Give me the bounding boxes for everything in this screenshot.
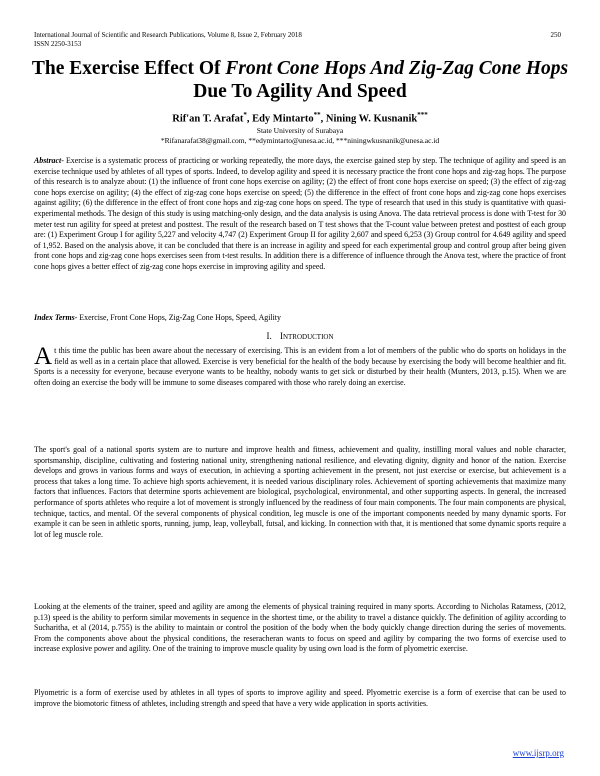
- paragraph-2: The sport's goal of a national sports system are to nurture and improve health and fitness, achievement and quality, instilling moral values and noble character, sportsmanship, discipline, cultivating and fostering national unity, strengthening national resilience, and elevating dignity, dignity and honor of the nation. Exercise develops and grows in various forms and ways of execution, in achieving a sporting achievement in the present, not just exercise or exercise, but achievement is a process that takes a long time. To achieve high sports achievement, it is needed various disciplinary roles. Achievement of sporting achievements that maximize many factors that influences. Factors that determine sports achievement are biological, psychological, environmental, and other supporting aspects. In general, the increased performance of sports athletes who require a lot of movement is strongly influenced by the readiness of four main components. The four main components are physical, technique, tactics, and mental. Of the several components of physical condition, leg muscle is one of the important components needed by many dynamic sports. For example it can be seen in athletic sports, running, jump, leap, volleyball, futsal, and kicking. In connection with that, it is mentioned that some dynamic sports require a lot of leg muscle role.: [34, 445, 566, 539]
- section-numeral: I.: [266, 331, 272, 341]
- author-3-mark: ***: [417, 111, 428, 119]
- journal-name: International Journal of Scientific and Research Publications, Volume 8, Issue 2, February 2018: [34, 31, 302, 39]
- section-title-rest: NTRODUCTION: [282, 333, 334, 341]
- author-2-mark: **: [313, 111, 321, 119]
- paragraph-4: Plyometric is a form of exercise used by athletes in all types of sports to improve agility and speed. Plyometric exercise is a form of exercise that can be used to improve the biomotoric fitness of athletes, including strength and speed that have a very wide application in sports activities.: [34, 688, 566, 708]
- paragraph-1: [34, 343, 566, 388]
- author-1: Rif'an T. Arafat: [172, 113, 244, 125]
- drop-cap: A: [34, 343, 53, 370]
- paragraph-1-text: t this time the public has been aware about the necessary of exercising. This is an evident from a lot of members of the public who do sports on holidays in the field as well as in a certain place that allowed. Exercise is very beneficial for the health of the body because by exercising the body will become healthier and fit. Sports is a necessity for everyone, because everyone wants to be healthy, nobody wants to get sick or disturbed by their health (Munters, 2013, p.15). When we are often doing an exercise the body will be immune to some diseases compared with those who rarely doing an exercise.: [34, 346, 566, 387]
- author-2: , Edy Mintarto: [246, 113, 314, 125]
- paragraph-3: Looking at the elements of the trainer, speed and agility are among the elements of physical training required in many sports. According to Nicholas Ratamess, (2012, p.13) speed is the ability to perform similar movements in sequence in the shortest time, or the ability to travel a distance quickly. The definition of agility according to Sucharitha, et al (2014, p.755) is the ability to maintain or control the position of the body when the body quickly change direction during the series of movements. From the components above about the physical conditions, the reseracheran wants to focus on speed and agility by comparing the two forms of exercise used to increase explosive power and agility. One of the training to improve muscle quality by using own load is the form of plyometric exercise.: [34, 602, 566, 654]
- title-part-2: Due To Agility And Speed: [193, 81, 407, 102]
- section-title-first: I: [279, 331, 283, 341]
- abstract-text: - Exercise is a systematic process of practicing or working repeatedly, the more days, the exercise gained step by step. The technique of agility and speed is an exercise technique used by athletes of all types of sports. Indeed, to develop agility and speed it is necessary practice the front cone hops and zig-zag hops. The purpose of this research is to analyze about: (1) the influence of front cone hops exercise on agility; (2) the effect of front cone hops exercise on speed; (3) the effect of zig-zag cone hops exercise on agility; (4) the effect of zig-zag cone hops exercise on speed; (5) the difference in the effect of front cone hops and zig-zag cone hops exercises against agility; (6) the difference in the effect of front cone hops and zig-zag cone hops on speed. The type of research that used in this study is quantitative with quasi-experimental methods. The design of this study is using matching-only design, and the data analysis is using Anova. The data retrieval process is done with T-test for 30 meter test run agility for speed at pretest and posttest. The result of the research based on T test shows that the T-count value between pretest and posttest of each group are: (1) Experiment Group I for agility 5,227 and velocity 4,747 (2) Experiment Group II for agility 2,607 and speed 6,253 (3) Group control for 4.649 agility and speed of 1,952. Based on the analysis above, it can be concluded that there is an increase in agility and speed for each experimental group and control group after being given front cone hops and zig-zag cone hops exercises seen from t-test results. In addition there is a difference of influence through the Anova test, where the practice of front cone hops gives a better effect of zig-zag cone hops exercise in improving agility and speed.: [34, 156, 566, 271]
- affiliation: State University of Surabaya: [256, 126, 344, 135]
- title-italic-part: Front Cone Hops And Zig-Zag Cone Hops: [225, 58, 569, 79]
- abstract: [34, 156, 566, 273]
- index-terms: [34, 313, 566, 322]
- paper-title: [20, 57, 580, 103]
- author-list: [0, 111, 600, 125]
- title-part-1: The Exercise Effect Of: [31, 58, 226, 79]
- author-emails: *Rifanarafat38@gmail.com, **edymintarto@unesa.ac.id, ***niningwkusnanik@unesa.ac.id: [160, 136, 440, 145]
- index-terms-text: - Exercise, Front Cone Hops, Zig-Zag Cone Hops, Speed, Agility: [74, 313, 281, 322]
- section-heading: [0, 331, 600, 341]
- page-number: 250: [550, 31, 561, 39]
- issn: ISSN 2250-3153: [34, 40, 82, 48]
- abstract-label: Abstract: [34, 156, 62, 165]
- index-terms-label: Index Terms: [34, 313, 75, 322]
- author-3: , Nining W. Kusnanik: [320, 113, 418, 125]
- running-header: [34, 31, 302, 49]
- author-1-mark: *: [243, 111, 247, 119]
- journal-website-link[interactable]: www.ijsrp.org: [512, 748, 564, 758]
